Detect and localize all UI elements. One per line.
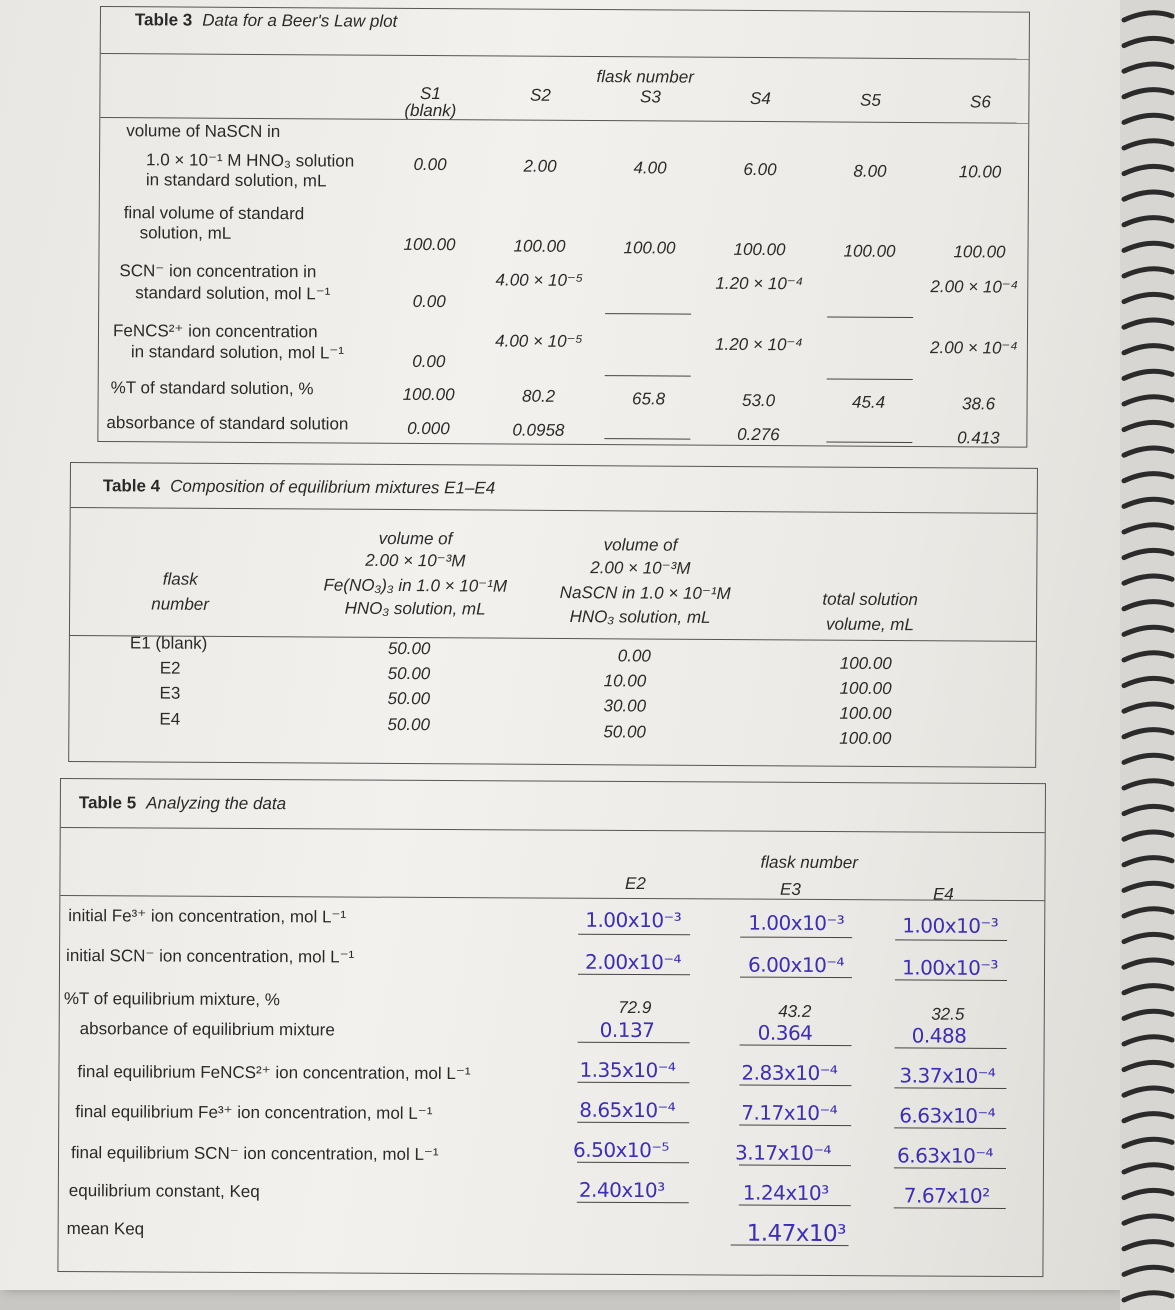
flask-number-header: flask number [760, 852, 858, 873]
cell: 0.000 [407, 418, 450, 439]
handwritten-value: 1.24x10³ [742, 1180, 829, 1206]
blank-s5 [827, 316, 913, 318]
handwritten-value: 2.83x10⁻⁴ [741, 1060, 838, 1086]
handwritten-value: 6.50x10⁻⁵ [572, 1137, 670, 1163]
cell: 100.00 [733, 239, 786, 260]
cell: 2.00 × 10⁻⁴ [930, 338, 1018, 358]
blank-s5 [826, 441, 912, 443]
flask-number-header: flask number [596, 67, 694, 87]
cell: 2.00 [523, 156, 557, 176]
flask-s2: S2 [529, 85, 551, 105]
row-final-volume-label-2: solution, mL [139, 223, 232, 243]
cell: 6.00 [743, 159, 777, 180]
flask-s3: S3 [639, 87, 661, 107]
label-initial-fe: initial Fe³⁺ ion concentration, mol L⁻¹ [68, 906, 347, 927]
cell: 45.4 [851, 392, 886, 412]
cell: 43.2 [778, 1001, 812, 1021]
table-5-title: Analyzing the data [146, 793, 287, 814]
cell: 38.6 [961, 394, 996, 414]
cell: 8.00 [853, 161, 887, 181]
table-5 [57, 778, 1046, 1277]
cell: 100.00 [623, 238, 676, 258]
handwritten-value: 6.00x10⁻⁴ [747, 952, 844, 978]
cell: 4.00 × 10⁻⁵ [495, 270, 584, 290]
cell: 2.00 × 10⁻⁴ [930, 277, 1019, 297]
cell: 100.00 [402, 384, 455, 405]
cell: 0.413 [957, 428, 1000, 448]
cell: 10.00 [958, 162, 1002, 182]
handwritten-value: 7.67x10² [903, 1183, 990, 1208]
table-3-label: Table 3 [134, 10, 193, 30]
cell: 80.2 [522, 386, 556, 406]
handwritten-value: 6.63x10⁻⁴ [899, 1103, 996, 1128]
blank-s5 [827, 378, 913, 380]
flask-e3: E3 [779, 879, 801, 899]
row-percent-t-label: %T of standard solution, % [110, 378, 314, 399]
flask-e3: E3 [159, 683, 181, 703]
handwritten-value: 2.00x10⁻⁴ [584, 949, 681, 975]
cell: 1.20 × 10⁻⁴ [715, 273, 804, 294]
row-scn-conc-label-2: standard solution, mol L⁻¹ [135, 283, 331, 304]
cell: 4.00 × 10⁻⁵ [495, 331, 583, 351]
cell: 100.00 [839, 653, 892, 674]
header-scn-2: 2.00 × 10⁻³M [590, 558, 691, 578]
header-fe-2: 2.00 × 10⁻³M [365, 550, 466, 571]
table-5-caption [79, 793, 286, 814]
handwritten-value: 3.17x10⁻⁴ [734, 1140, 832, 1166]
table-3-caption [135, 10, 398, 32]
label-final-scn: final equilibrium SCN⁻ ion concentration, mol L⁻¹ [70, 1143, 439, 1164]
handwritten-value: 0.364 [757, 1020, 813, 1045]
row-nascn-volume-label-1: volume of NaSCN in [126, 121, 281, 142]
header-scn-1: volume of [603, 535, 678, 555]
cell: 50.00 [387, 638, 431, 659]
cell: 0.00 [412, 291, 446, 312]
cell: 53.0 [741, 390, 776, 411]
cell: 72.9 [618, 997, 652, 1018]
header-total-2: volume, mL [826, 614, 915, 635]
cell: 30.00 [603, 696, 647, 716]
cell: 0.00 [617, 646, 651, 666]
header-total-1: total solution [822, 589, 918, 610]
cell: 100.00 [839, 678, 892, 699]
blank-s3 [604, 438, 690, 440]
cell: 32.5 [931, 1004, 965, 1024]
flask-e1: E1 (blank) [129, 633, 208, 653]
label-percent-t: %T of equilibrium mixture, % [63, 989, 280, 1010]
flask-e4: E4 [159, 709, 181, 729]
flask-e2: E2 [159, 658, 181, 678]
flask-s5: S5 [859, 90, 881, 110]
row-fencs-conc-label-2: in standard solution, mol L⁻¹ [130, 342, 345, 363]
table-4-title: Composition of equilibrium mixtures E1–E4 [170, 476, 496, 498]
flask-e2: E2 [624, 873, 646, 894]
header-fe-1: volume of [378, 528, 453, 549]
cell: 50.00 [387, 688, 431, 709]
row-scn-conc-label-1: SCN⁻ ion concentration in [119, 261, 317, 282]
table-5-label: Table 5 [78, 793, 137, 813]
table-4-label: Table 4 [102, 476, 161, 496]
cell: 0.00 [412, 351, 446, 372]
label-absorbance: absorbance of equilibrium mixture [79, 1019, 335, 1040]
cell: 100.00 [953, 242, 1006, 262]
cell: 0.0958 [512, 420, 565, 440]
label-initial-scn: initial SCN⁻ ion concentration, mol L⁻¹ [66, 946, 355, 967]
header-scn-4: HNO₃ solution, mL [569, 607, 711, 627]
handwritten-value: 8.65x10⁻⁴ [579, 1097, 676, 1123]
label-mean-keq: mean Keq [66, 1219, 145, 1239]
handwritten-value: 3.37x10⁻⁴ [899, 1063, 996, 1088]
handwritten-value: 0.488 [911, 1023, 967, 1048]
cell: 50.00 [387, 714, 431, 735]
label-final-fencs: final equilibrium FeNCS²⁺ ion concentration, mol L⁻¹ [77, 1062, 471, 1084]
cell: 100.00 [843, 241, 896, 261]
handwritten-mean-keq: 1.47x10³ [746, 1220, 847, 1248]
label-final-fe: final equilibrium Fe³⁺ ion concentration, mol L⁻¹ [75, 1102, 433, 1123]
header-flask-2: number [151, 594, 210, 614]
cell: 50.00 [387, 663, 431, 684]
handwritten-value: 0.137 [599, 1017, 655, 1043]
blank-s3 [605, 375, 691, 377]
cell: 1.20 × 10⁻⁴ [715, 334, 803, 355]
handwritten-value: 1.00x10⁻³ [902, 913, 999, 938]
cell: 0.00 [413, 154, 447, 175]
row-nascn-volume-label-2: 1.0 × 10⁻¹ M HNO₃ solution [146, 150, 355, 171]
spiral-binding [1120, 0, 1175, 1310]
flask-s1-blank: (blank) [404, 100, 457, 121]
blank-s3 [605, 313, 691, 315]
handwritten-value: 1.00x10⁻³ [901, 955, 998, 980]
flask-s1: S1 [420, 83, 441, 104]
cell: 4.00 [633, 158, 667, 178]
table-4 [68, 462, 1038, 768]
cell: 100.00 [839, 728, 892, 749]
cell: 10.00 [603, 671, 647, 691]
cell: 100.00 [513, 236, 566, 256]
table-3 [97, 6, 1030, 448]
header-fe-3: Fe(NO₃)₃ in 1.0 × 10⁻¹M [323, 575, 508, 596]
row-final-volume-label-1: final volume of standard [123, 203, 305, 224]
cell: 100.00 [839, 703, 892, 724]
cell: 50.00 [603, 722, 646, 742]
flask-e4: E4 [932, 884, 954, 904]
header-flask-1: flask [162, 569, 198, 589]
header-scn-3: NaSCN in 1.0 × 10⁻¹M [559, 582, 731, 604]
row-fencs-conc-label-1: FeNCS²⁺ ion concentration [112, 321, 318, 342]
table-4-caption [103, 476, 495, 498]
table-3-title: Data for a Beer's Law plot [202, 10, 398, 31]
flask-s6: S6 [969, 92, 991, 112]
cell: 65.8 [632, 389, 666, 409]
handwritten-value: 7.17x10⁻⁴ [741, 1100, 838, 1126]
header-fe-4: HNO₃ solution, mL [344, 598, 486, 619]
handwritten-value: 1.35x10⁻⁴ [579, 1057, 676, 1083]
handwritten-value: 1.00x10⁻³ [748, 910, 845, 936]
cell: 0.276 [737, 424, 780, 445]
handwritten-value: 2.40x10³ [578, 1177, 665, 1203]
handwritten-value: 6.63x10⁻⁴ [896, 1143, 993, 1168]
cell: 100.00 [403, 234, 456, 255]
row-absorbance-label: absorbance of standard solution [106, 413, 349, 434]
label-keq: equilibrium constant, Keq [68, 1181, 260, 1202]
row-nascn-volume-label-3: in standard solution, mL [145, 170, 327, 191]
flask-s4: S4 [749, 88, 771, 109]
handwritten-value: 1.00x10⁻³ [585, 907, 682, 933]
